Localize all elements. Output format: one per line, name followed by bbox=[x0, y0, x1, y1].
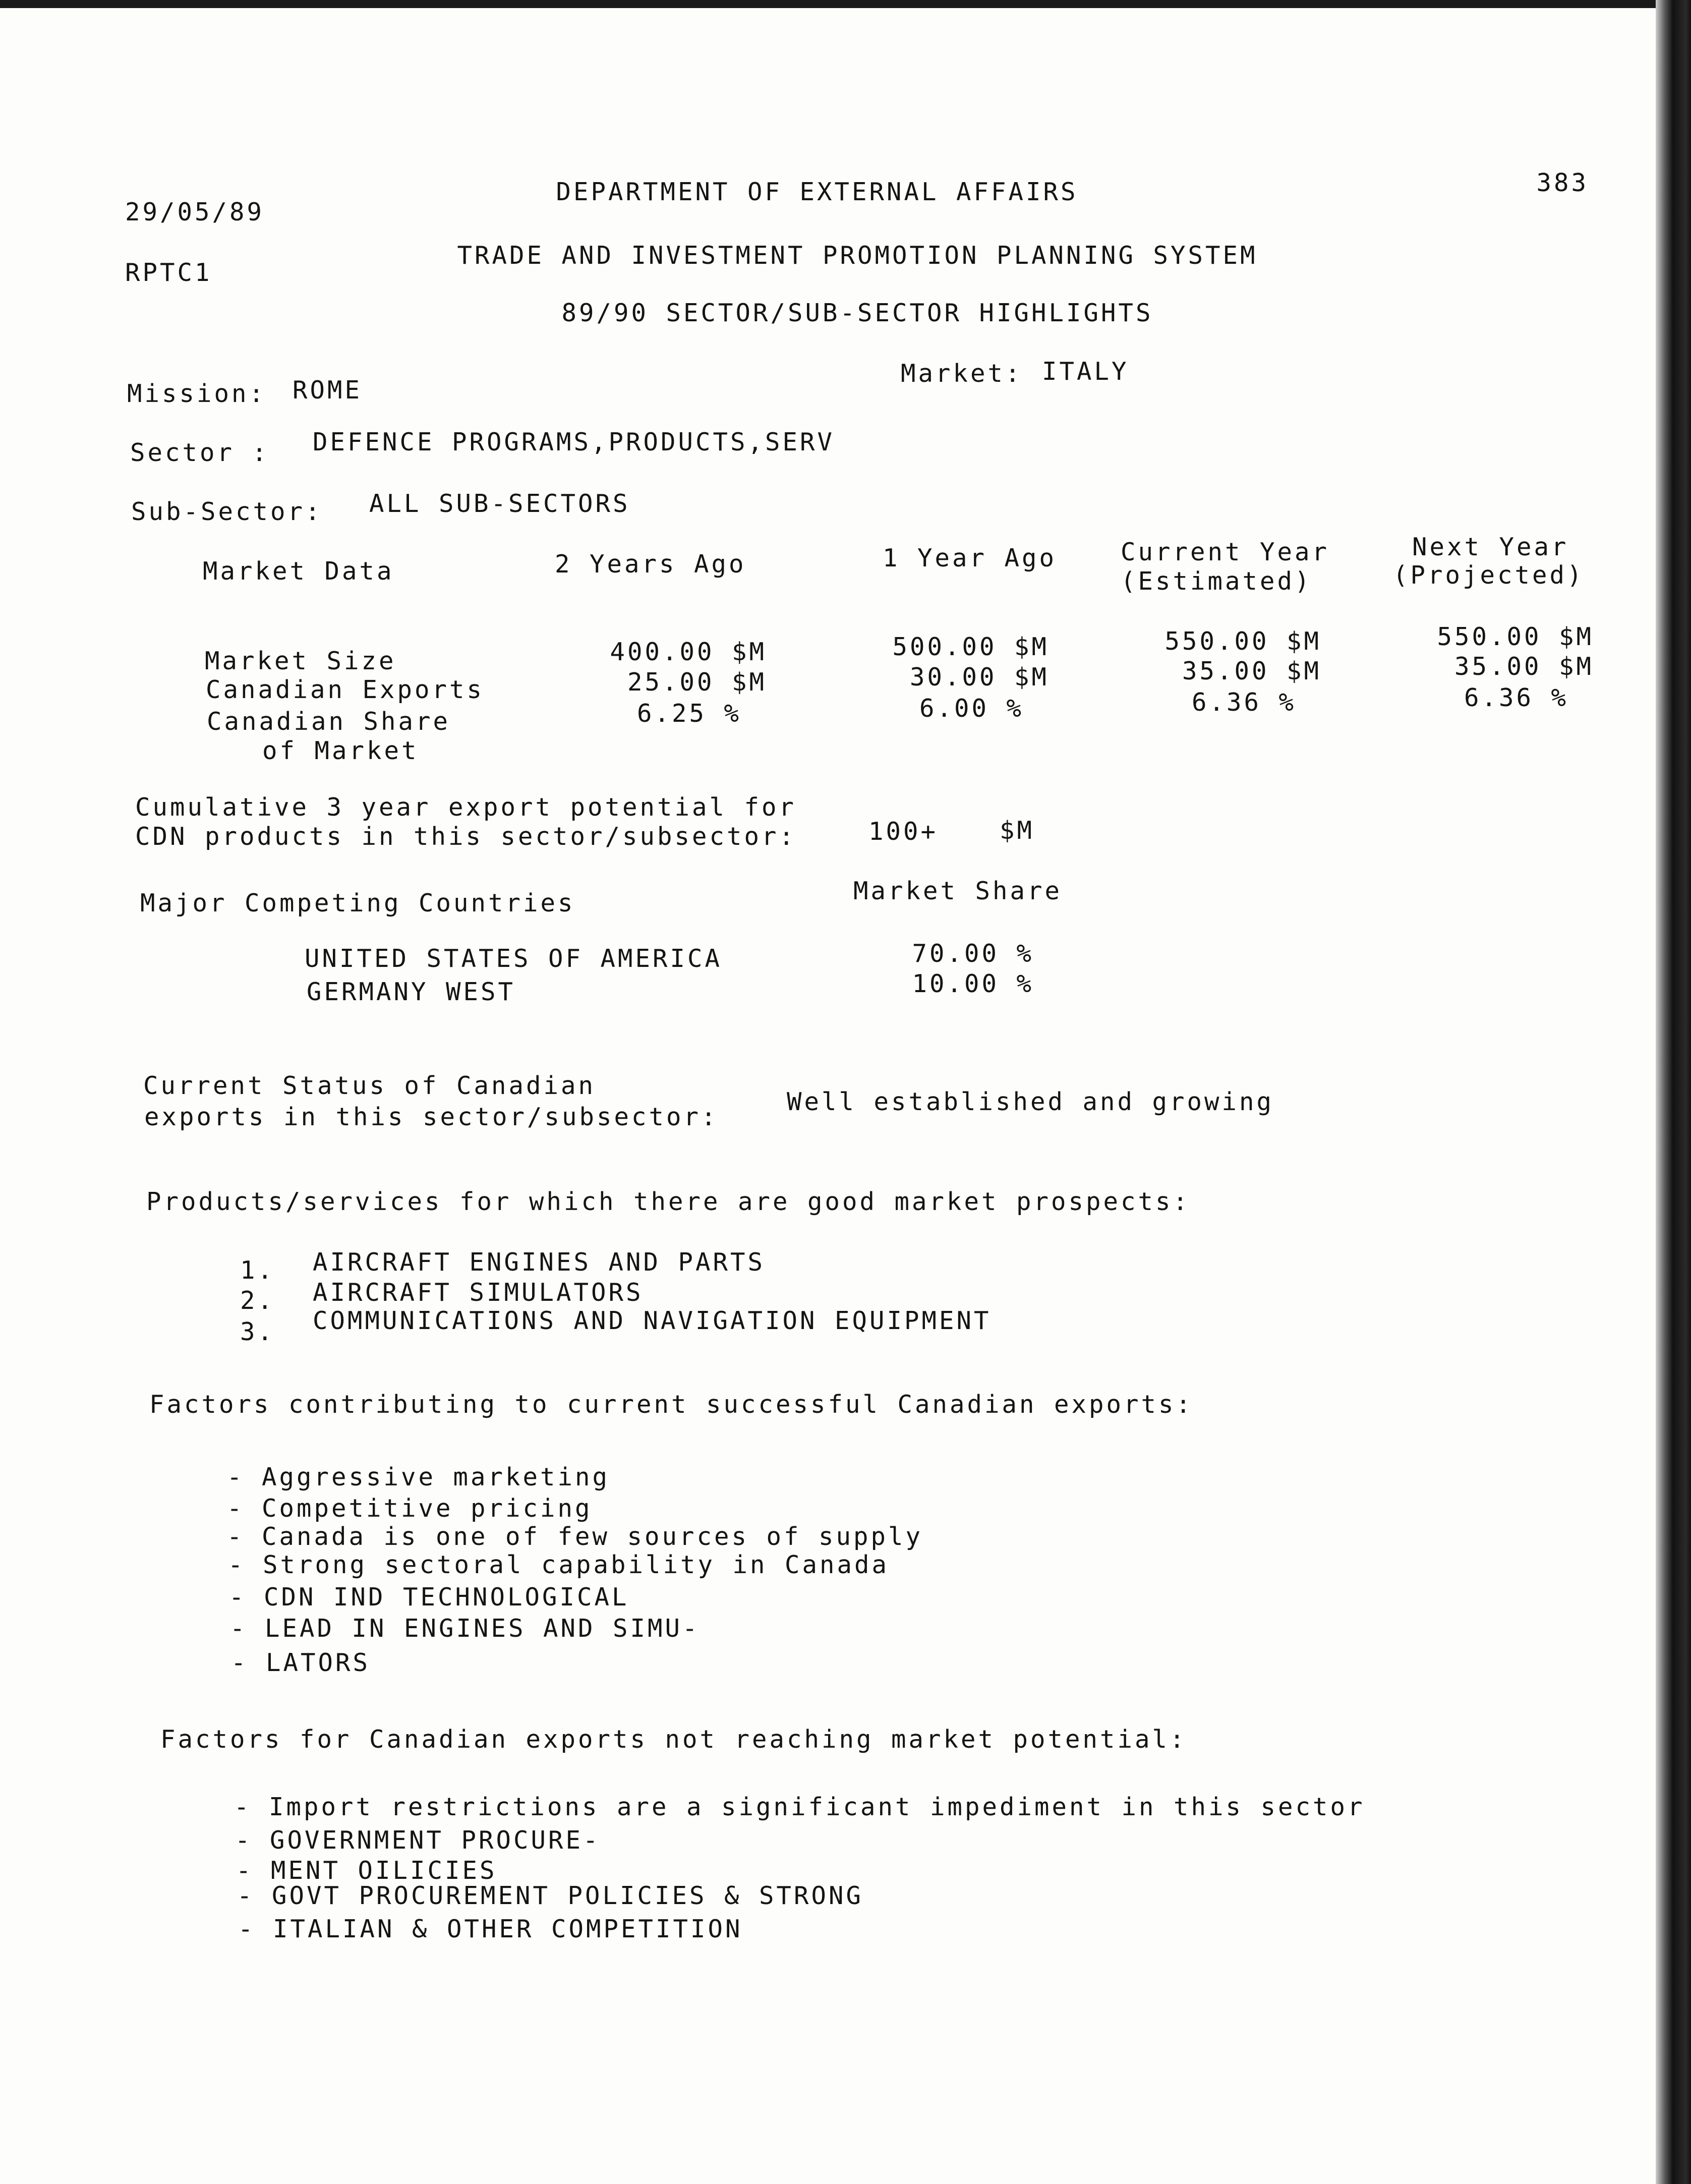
product-text: COMMUNICATIONS AND NAVIGATION EQUIPMENT bbox=[313, 1306, 992, 1335]
competitor-share: 70.00 % bbox=[912, 939, 1034, 968]
list-item: - Competitive pricing bbox=[227, 1494, 593, 1523]
barrier-factors-heading: Factors for Canadian exports not reaching market potential: bbox=[160, 1725, 1187, 1754]
report-code: RPTC1 bbox=[125, 258, 212, 287]
potential-value: 100+ bbox=[868, 817, 939, 846]
cell-current-year: 550.00 $M bbox=[1164, 627, 1321, 656]
market-share-label: Market Share bbox=[853, 877, 1063, 905]
market-value: ITALY bbox=[1042, 357, 1129, 386]
competitor-country: UNITED STATES OF AMERICA bbox=[305, 944, 723, 973]
report-title: 89/90 SECTOR/SUB-SECTOR HIGHLIGHTS bbox=[561, 299, 1153, 327]
table-header-current-year: Current Year bbox=[1121, 538, 1330, 566]
list-item: - GOVERNMENT PROCURE- bbox=[235, 1826, 601, 1855]
scan-top-edge bbox=[0, 0, 1691, 8]
cell-1-year-ago: 6.00 % bbox=[919, 694, 1024, 723]
page-number: 383 bbox=[1536, 168, 1589, 197]
sector-value: DEFENCE PROGRAMS,PRODUCTS,SERV bbox=[313, 428, 835, 456]
list-item: - MENT OILICIES bbox=[236, 1856, 497, 1885]
table-header-next-year: Next Year bbox=[1412, 533, 1569, 561]
table-header-estimated: (Estimated) bbox=[1121, 567, 1312, 596]
product-number: 3. bbox=[240, 1317, 275, 1346]
list-item: - Strong sectoral capability in Canada bbox=[228, 1550, 890, 1579]
cell-2-years-ago: 25.00 $M bbox=[627, 668, 767, 697]
subsector-value: ALL SUB-SECTORS bbox=[369, 489, 630, 518]
product-number: 2. bbox=[240, 1286, 275, 1315]
subsector-label: Sub-Sector: bbox=[131, 497, 323, 526]
cell-1-year-ago: 30.00 $M bbox=[909, 663, 1049, 692]
list-item: - GOVT PROCUREMENT POLICIES & STRONG bbox=[237, 1881, 864, 1910]
cell-1-year-ago: 500.00 $M bbox=[892, 633, 1049, 661]
status-value: Well established and growing bbox=[787, 1087, 1274, 1116]
product-number: 1. bbox=[240, 1256, 275, 1285]
cell-2-years-ago: 6.25 % bbox=[636, 699, 741, 728]
product-text: AIRCRAFT SIMULATORS bbox=[313, 1278, 644, 1307]
table-header-projected: (Projected) bbox=[1393, 561, 1585, 590]
row-label: Canadian Share bbox=[207, 707, 451, 736]
cell-next-year: 35.00 $M bbox=[1454, 652, 1594, 681]
status-line2: exports in this sector/subsector: bbox=[144, 1103, 719, 1131]
sector-label: Sector : bbox=[130, 438, 270, 467]
list-item: - ITALIAN & OTHER COMPETITION bbox=[238, 1915, 743, 1943]
list-item: - Import restrictions are a significant impediment in this sector bbox=[234, 1793, 1365, 1821]
market-label: Market: bbox=[901, 359, 1023, 388]
list-item: - Canada is one of few sources of supply bbox=[227, 1522, 923, 1551]
department-title: DEPARTMENT OF EXTERNAL AFFAIRS bbox=[556, 178, 1078, 206]
list-item: - CDN IND TECHNOLOGICAL bbox=[229, 1583, 629, 1612]
competitor-country: GERMANY WEST bbox=[307, 978, 516, 1006]
cell-current-year: 35.00 $M bbox=[1182, 657, 1321, 685]
list-item: - LATORS bbox=[231, 1648, 371, 1677]
cell-next-year: 6.36 % bbox=[1464, 683, 1568, 712]
system-title: TRADE AND INVESTMENT PROMOTION PLANNING SYSTEM bbox=[457, 241, 1258, 270]
table-header-2-years: 2 Years Ago bbox=[555, 550, 746, 579]
list-item: - LEAD IN ENGINES AND SIMU- bbox=[230, 1614, 700, 1643]
row-label: Market Size bbox=[205, 647, 396, 675]
success-factors-heading: Factors contributing to current successful Canadian exports: bbox=[149, 1390, 1194, 1419]
table-header-label: Market Data bbox=[203, 557, 394, 586]
status-line1: Current Status of Canadian bbox=[143, 1071, 596, 1100]
row-label-continued: of Market bbox=[262, 736, 419, 765]
competitors-label: Major Competing Countries bbox=[140, 889, 575, 917]
mission-label: Mission: bbox=[127, 379, 267, 408]
list-item: - Aggressive marketing bbox=[227, 1463, 610, 1491]
table-header-1-year: 1 Year Ago bbox=[883, 544, 1057, 572]
potential-unit: $M bbox=[1000, 816, 1035, 845]
potential-line2: CDN products in this sector/subsector: bbox=[135, 822, 797, 851]
product-text: AIRCRAFT ENGINES AND PARTS bbox=[313, 1248, 766, 1277]
scan-binding-edge bbox=[1656, 0, 1691, 2184]
mission-value: ROME bbox=[293, 376, 363, 405]
competitor-share: 10.00 % bbox=[912, 969, 1034, 998]
report-date: 29/05/89 bbox=[125, 198, 265, 226]
products-heading: Products/services for which there are good market prospects: bbox=[146, 1187, 1191, 1216]
potential-line1: Cumulative 3 year export potential for bbox=[135, 793, 797, 822]
cell-next-year: 550.00 $M bbox=[1437, 622, 1594, 651]
cell-2-years-ago: 400.00 $M bbox=[610, 638, 767, 666]
cell-current-year: 6.36 % bbox=[1191, 688, 1296, 717]
row-label: Canadian Exports bbox=[206, 675, 485, 704]
